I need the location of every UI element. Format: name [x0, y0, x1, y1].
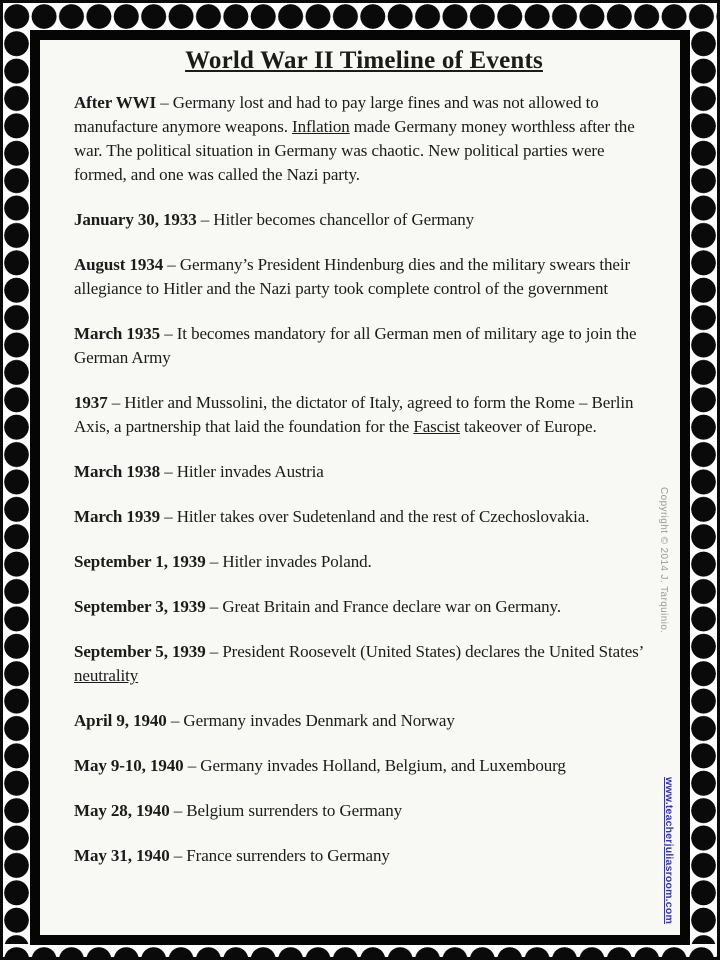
timeline-entry — [74, 208, 654, 232]
entry-text: – Hitler takes over Sudetenland and the rest of Czechoslovakia. — [160, 507, 590, 526]
timeline-entry — [74, 391, 654, 439]
timeline-entry — [74, 91, 654, 187]
timeline-entry — [74, 595, 654, 619]
border-dots-right — [690, 30, 717, 944]
entry-date: After WWI — [74, 93, 157, 112]
entry-text: – Germany invades Denmark and Norway — [166, 711, 455, 730]
timeline-entry — [74, 253, 654, 301]
timeline-entries — [74, 91, 654, 868]
page-title — [74, 47, 654, 75]
entry-underlined-term: neutrality — [74, 666, 139, 685]
timeline-entry — [74, 844, 654, 868]
entry-date: March 1939 — [74, 507, 161, 526]
document-content — [40, 40, 680, 935]
timeline-entry — [74, 709, 654, 733]
entry-text-continued: made Germany money worthless after the war. The political situation in Germany was chaotic. New political parties were formed, and one was called the Nazi party. — [74, 117, 635, 184]
timeline-entry — [74, 550, 654, 574]
entry-text-continued: takeover of Europe. — [459, 417, 597, 436]
entry-text: – France surrenders to Germany — [169, 846, 390, 865]
entry-date: March 1935 — [74, 324, 161, 343]
timeline-entry — [74, 799, 654, 823]
entry-text: – Germany’s President Hindenburg dies and the military swears their allegiance to Hitler and the Nazi party took complete control of the government — [74, 255, 631, 298]
copyright-notice: Copyright © 2014 J. Tarquinio. — [658, 487, 669, 634]
entry-text: – It becomes mandatory for all German men of military age to join the German Army — [74, 324, 637, 367]
entry-text: – Great Britain and France declare war on Germany. — [205, 597, 561, 616]
entry-date: August 1934 — [74, 255, 164, 274]
entry-date: 1937 — [74, 393, 108, 412]
timeline-entry — [74, 754, 654, 778]
entry-date: September 1, 1939 — [74, 552, 206, 571]
timeline-entry — [74, 322, 654, 370]
entry-text: – President Roosevelt (United States) declares the United States’ — [205, 642, 643, 661]
entry-date: April 9, 1940 — [74, 711, 167, 730]
entry-date: May 28, 1940 — [74, 801, 170, 820]
entry-date: January 30, 1933 — [74, 210, 197, 229]
timeline-entry — [74, 640, 654, 688]
entry-date: May 31, 1940 — [74, 846, 170, 865]
entry-text: – Hitler and Mussolini, the dictator of Italy, agreed to form the Rome – Berlin Axis, a partnership that laid the foundation for the — [74, 393, 634, 436]
page-title-text: World War II Timeline of Events — [185, 47, 543, 74]
entry-date: May 9-10, 1940 — [74, 756, 184, 775]
entry-date: September 5, 1939 — [74, 642, 206, 661]
entry-underlined-term: Inflation — [292, 117, 350, 136]
border-dots-top — [3, 3, 717, 30]
entry-text: – Germany lost and had to pay large fines and was not allowed to manufacture anymore weapons. — [74, 93, 599, 136]
website-link: www.teacherjuliasroom.com — [663, 777, 675, 924]
entry-text: – Hitler invades Austria — [160, 462, 324, 481]
timeline-entry — [74, 505, 654, 529]
entry-text: – Hitler becomes chancellor of Germany — [196, 210, 475, 229]
entry-text: – Hitler invades Poland. — [205, 552, 372, 571]
border-dots-bottom — [3, 944, 717, 960]
entry-text: – Belgium surrenders to Germany — [169, 801, 402, 820]
entry-date: March 1938 — [74, 462, 161, 481]
border-dots-left — [3, 30, 30, 944]
entry-text: – Germany invades Holland, Belgium, and Luxembourg — [183, 756, 566, 775]
timeline-entry — [74, 460, 654, 484]
entry-date: September 3, 1939 — [74, 597, 206, 616]
entry-underlined-term: Fascist — [413, 417, 460, 436]
